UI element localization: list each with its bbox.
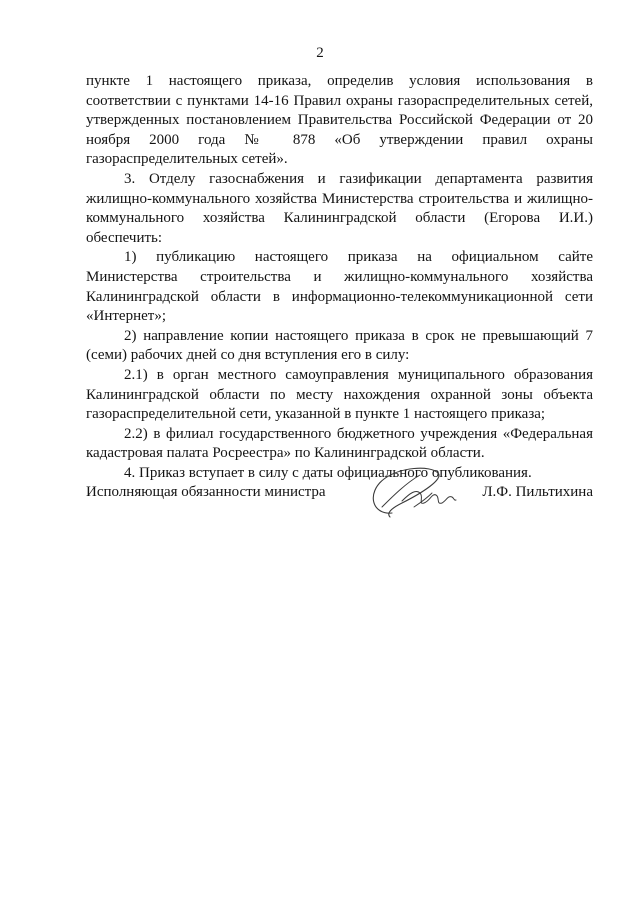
paragraph-3: 3. Отделу газоснабжения и газификации департамента развития жилищно-коммунального хозяйства Министерства строительства и жилищно-коммунального хозяйства Калининградской области (Егорова И.И.) обеспечить:: [86, 170, 593, 246]
paragraph-1-continuation: пункте 1 настоящего приказа, определив условия использования в соответствии с пунктами 14-16 Правил охраны газораспределительных сетей, утвержденных постановлением Правительства Российской Федерации от 20 ноября 2000 года № 878 «Об утверждении правил охраны газораспределительных сетей».: [86, 73, 593, 168]
handwritten-signature: [362, 463, 482, 521]
signatory-title: Исполняющая обязанности министра: [86, 484, 326, 500]
paragraph-3-item-1: 1) публикацию настоящего приказа на официальном сайте Министерства строительства и жилищно-коммунального хозяйства Калининградской области в информационно-телекоммуникационной сети «Интернет»;: [86, 249, 593, 325]
paragraph-3-item-2-2: 2.2) в филиал государственного бюджетного учреждения «Федеральная кадастровая палата Росреестра» по Калининградской области.: [86, 425, 593, 462]
document-body: [86, 72, 593, 483]
signature-block: [86, 475, 593, 525]
paragraph-4: 4. Приказ вступает в силу с даты официального опубликования.: [124, 464, 532, 481]
paragraph-3-item-2-1: 2.1) в орган местного самоуправления муниципального образования Калининградской области по месту нахождения охранной зоны объекта газораспределительной сети, указанной в пункте 1 настоящего приказа;: [86, 366, 593, 423]
paragraph-3-item-2: 2) направление копии настоящего приказа в срок не превышающий 7 (семи) рабочих дней со дня вступления его в силу:: [86, 327, 593, 364]
page-number: 2: [316, 45, 324, 61]
signatory-name: Л.Ф. Пильтихина: [482, 484, 593, 500]
